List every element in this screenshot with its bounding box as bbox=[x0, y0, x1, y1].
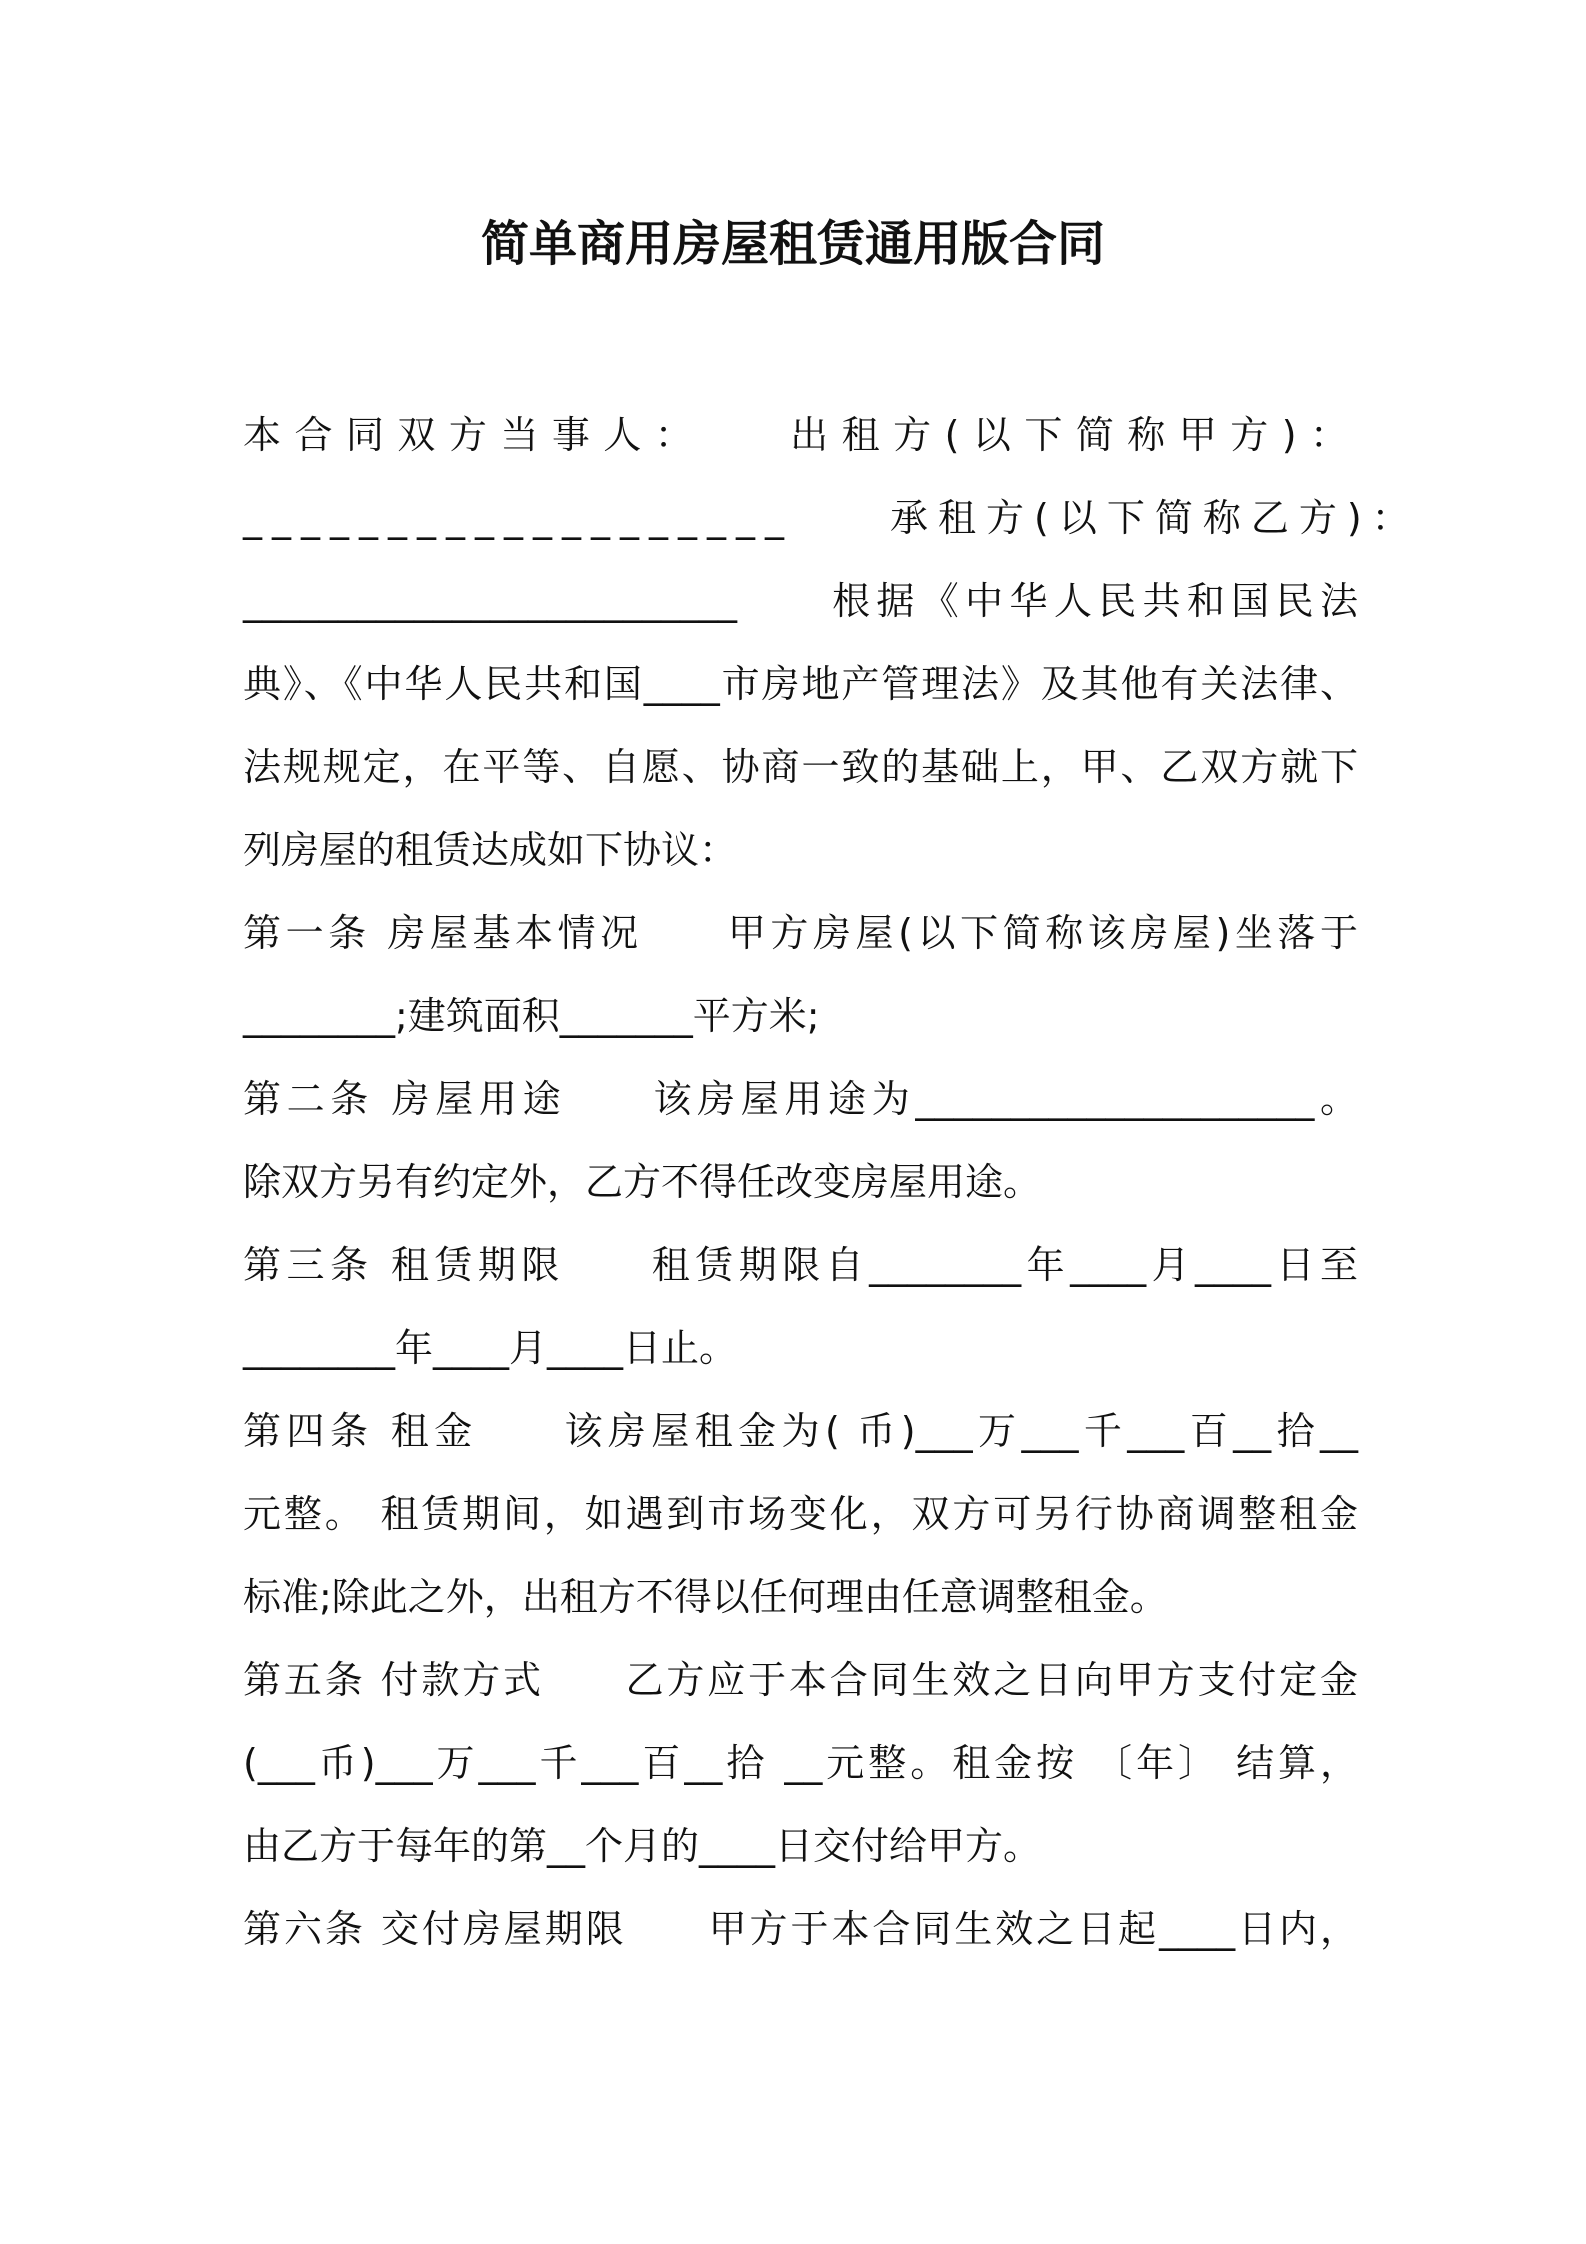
lessor-blank-line: ___________________ 承租方(以下简称乙方)： bbox=[243, 496, 1420, 540]
article-2-heading-line: 第二条 房屋用途 该房屋用途为_____________________。 bbox=[243, 1077, 1358, 1121]
legal-basis-line: 典》、《中华人民共和国____市房地产管理法》及其他有关法律、 bbox=[243, 662, 1358, 706]
article-3-detail-line: ________年____月____日止。 bbox=[243, 1326, 738, 1370]
article-5-detail-line-2: 由乙方于每年的第__个月的____日交付给甲方。 bbox=[243, 1824, 1042, 1868]
article-4-heading-line: 第四条 租金 该房屋租金为( 币)___万___千___百__拾__ bbox=[243, 1409, 1358, 1453]
article-1-heading-line: 第一条 房屋基本情况 甲方房屋(以下简称该房屋)坐落于 bbox=[243, 911, 1358, 955]
article-6-heading-line: 第六条 交付房屋期限 甲方于本合同生效之日起____日内， bbox=[243, 1907, 1358, 1951]
lessee-blank-line: __________________________ 根据《中华人民共和国民法 bbox=[243, 579, 1358, 623]
legal-basis-line-2: 法规规定，在平等、自愿、协商一致的基础上，甲、乙双方就下 bbox=[243, 745, 1358, 789]
article-4-detail-line: 元整。 租赁期间，如遇到市场变化，双方可另行协商调整租金 bbox=[243, 1492, 1358, 1536]
document-title: 简单商用房屋租赁通用版合同 bbox=[480, 216, 1105, 272]
parties-line: 本合同双方当事人： 出租方(以下简称甲方)： bbox=[243, 413, 1358, 457]
article-2-detail-line: 除双方另有约定外，乙方不得任改变房屋用途。 bbox=[243, 1160, 1042, 1204]
article-1-detail-line: ________;建筑面积_______平方米; bbox=[243, 994, 820, 1038]
agreement-intro-line: 列房屋的租赁达成如下协议： bbox=[243, 828, 738, 872]
article-5-detail-line: (___币)___万___千___百__拾 __元整。租金按 〔年〕 结算， bbox=[243, 1741, 1358, 1785]
article-3-heading-line: 第三条 租赁期限 租赁期限自________年____月____日至 bbox=[243, 1243, 1358, 1287]
article-5-heading-line: 第五条 付款方式 乙方应于本合同生效之日向甲方支付定金 bbox=[243, 1658, 1358, 1702]
article-4-detail-line-2: 标准;除此之外，出租方不得以任何理由任意调整租金。 bbox=[243, 1575, 1168, 1619]
